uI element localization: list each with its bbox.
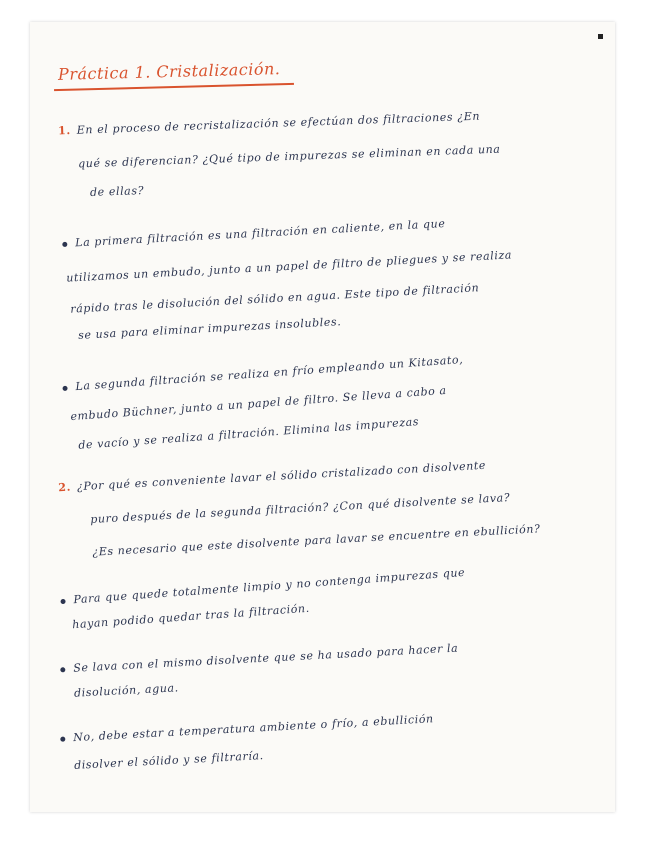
question-2-line-3: ¿Es necesario que este disolvente para lavar se encuentre en ebullición? bbox=[91, 522, 541, 559]
answer-1b-line-1: La segunda filtración se realiza en frío empleando un Kitasato, bbox=[62, 353, 464, 394]
bullet-icon bbox=[62, 385, 67, 390]
answer-1a-line-2: utilizamos un embudo, junto a un papel de filtro de pliegues y se realiza bbox=[65, 248, 513, 285]
bullet-icon bbox=[60, 736, 65, 741]
bullet-icon bbox=[62, 241, 67, 246]
answer-2a-line-2: hayan podido quedar tras la filtración. bbox=[71, 601, 311, 632]
question-2-line-1: 2. ¿Por qué es conveniente lavar el sólido cristalizado con disolvente bbox=[57, 458, 487, 495]
title-underline bbox=[54, 83, 294, 91]
answer-2b-line-1: Se lava con el mismo disolvente que se ha usado para hacer la bbox=[60, 642, 459, 676]
question-1-line-3: de ellas? bbox=[89, 184, 145, 199]
corner-mark bbox=[598, 34, 603, 39]
question-1-number: 1. bbox=[57, 123, 72, 138]
bullet-icon bbox=[60, 667, 65, 672]
answer-1b-line-3: de vacío y se realiza a filtración. Elimina las impurezas bbox=[77, 415, 420, 452]
bullet-icon bbox=[60, 598, 65, 603]
answer-1a-line-4: se usa para eliminar impurezas insolubles. bbox=[77, 315, 342, 342]
answer-1a-line-1: La primera filtración es una filtración en caliente, en la que bbox=[62, 217, 446, 250]
answer-2c-line-2: disolver el sólido y se filtraría. bbox=[73, 749, 264, 772]
page-title: Práctica 1. Cristalización. bbox=[57, 59, 281, 84]
question-1-line-2: qué se diferencian? ¿Qué tipo de impurezas se eliminan en cada una bbox=[77, 142, 501, 171]
notebook-page bbox=[30, 22, 615, 812]
answer-2b-line-2: disolución, agua. bbox=[73, 681, 180, 700]
answer-1b-line-2: embudo Büchner, junto a un papel de filtro. Se lleva a cabo a bbox=[70, 383, 447, 424]
question-2-number: 2. bbox=[57, 480, 72, 495]
answer-2c-line-1: No, debe estar a temperatura ambiente o frío, a ebullición bbox=[60, 712, 434, 745]
question-2-line-2: puro después de la segunda filtración? ¿Con qué disolvente se lava? bbox=[89, 491, 511, 526]
answer-1a-line-3: rápido tras le disolución del sólido en agua. Este tipo de filtración bbox=[69, 281, 480, 316]
answer-2a-line-1: Para que quede totalmente limpio y no contenga impurezas que bbox=[60, 566, 466, 607]
question-1-line-1: 1. En el proceso de recristalización se efectúan dos filtraciones ¿En bbox=[57, 109, 481, 138]
